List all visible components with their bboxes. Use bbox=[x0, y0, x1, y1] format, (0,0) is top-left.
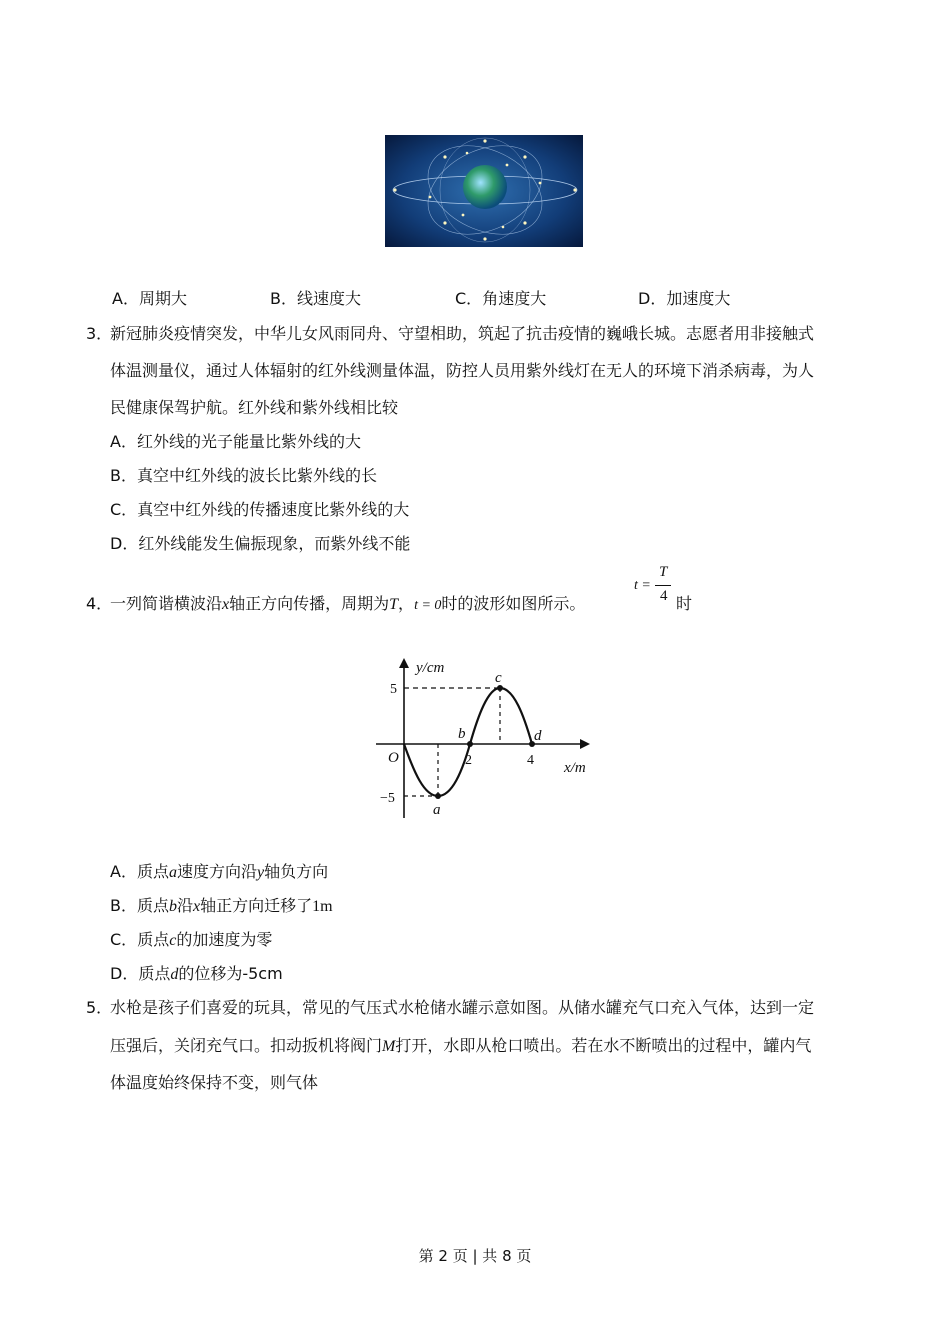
q3-stem-line-1: 新冠肺炎疫情突发，中华儿女风雨同舟、守望相助，筑起了抗击疫情的巍峨长城。志愿者用非接触式 bbox=[110, 324, 815, 343]
svg-text:y/cm: y/cm bbox=[416, 660, 445, 676]
wave-figure bbox=[368, 648, 604, 820]
q4-time-fraction: t = T 4 时 bbox=[634, 564, 693, 613]
svg-text:4: 4 bbox=[527, 753, 534, 768]
svg-text:x/m: x/m bbox=[564, 760, 586, 776]
svg-text:5: 5 bbox=[390, 682, 397, 697]
q3-stem-line-3: 民健康保驾护航。红外线和紫外线相比较 bbox=[110, 398, 399, 417]
q3-option-b: B．真空中红外线的波长比紫外线的长 bbox=[110, 466, 377, 485]
q5-stem-line-1: 水枪是孩子们喜爱的玩具，常见的气压式水枪储水罐示意如图。从储水罐充气口充入气体，达到一定 bbox=[110, 998, 815, 1017]
page-footer: 第 2 页 | 共 8 页 bbox=[418, 1247, 532, 1265]
q3-option-c: C．真空中红外线的传播速度比紫外线的大 bbox=[110, 500, 410, 519]
q2-option-d: D．加速度大 bbox=[638, 289, 731, 308]
svg-text:O: O bbox=[388, 750, 399, 766]
q4-option-c: C．质点c的加速度为零 bbox=[110, 930, 273, 949]
q5-stem-line-3: 体温度始终保持不变，则气体 bbox=[110, 1073, 319, 1092]
q2-option-a: A．周期大 bbox=[112, 289, 187, 308]
q2-option-b: B．线速度大 bbox=[270, 289, 361, 308]
q5-number: 5． bbox=[86, 998, 113, 1017]
svg-text:2: 2 bbox=[465, 753, 472, 768]
svg-text:d: d bbox=[534, 728, 542, 744]
svg-text:b: b bbox=[458, 726, 466, 742]
q3-option-a: A．红外线的光子能量比紫外线的大 bbox=[110, 432, 361, 451]
q4-option-d: D．质点d的位移为-5cm bbox=[110, 964, 283, 983]
svg-text:c: c bbox=[495, 670, 502, 686]
q2-option-c: C．角速度大 bbox=[455, 289, 547, 308]
q4-option-a: A．质点a速度方向沿y轴负方向 bbox=[110, 862, 329, 881]
q3-number: 3． bbox=[86, 324, 113, 343]
satellite-orbit-image bbox=[385, 135, 583, 247]
q4-stem: 一列简谐横波沿x轴正方向传播，周期为T，t = 0时的波形如图所示。 bbox=[110, 594, 586, 613]
q3-option-d: D．红外线能发生偏振现象，而紫外线不能 bbox=[110, 534, 411, 553]
q4-number: 4． bbox=[86, 594, 113, 613]
q3-stem-line-2: 体温测量仪，通过人体辐射的红外线测量体温，防控人员用紫外线灯在无人的环境下消杀病毒，为人 bbox=[110, 361, 815, 380]
svg-text:a: a bbox=[433, 802, 441, 818]
q5-stem-line-2: 压强后，关闭充气口。扣动扳机将阀门M打开，水即从枪口喷出。若在水不断喷出的过程中，罐内气 bbox=[110, 1036, 812, 1055]
svg-text:−5: −5 bbox=[380, 791, 395, 806]
q4-option-b: B．质点b沿x轴正方向迁移了1m bbox=[110, 896, 333, 915]
